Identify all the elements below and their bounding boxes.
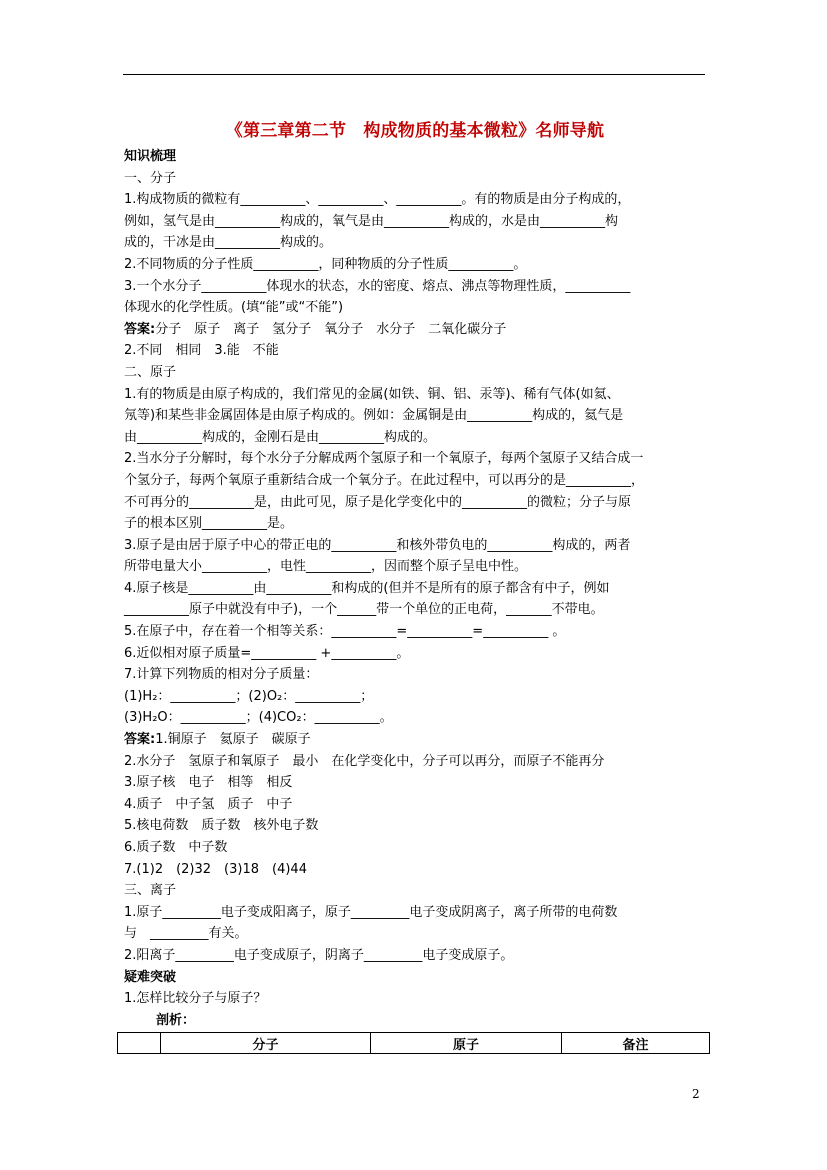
answer-label: 答案: [124, 732, 156, 748]
page-title: 《第三章第二节 构成物质的基本微粒》名师导航 [225, 121, 605, 141]
line-text: 子的根本区别__________是。 [124, 516, 294, 532]
text-line [124, 276, 706, 298]
line-text: 1.铜原子 氦原子 碳原子 [155, 732, 311, 748]
line-text: 5.核电荷数 质子数 核外电子数 [124, 818, 319, 834]
line-text: __________原子中就没有中子)，一个______带一个单位的正电荷，_______不带电。 [124, 602, 604, 618]
text-line [124, 232, 706, 254]
page-number: 2 [692, 1087, 700, 1101]
line-text: 一、分子 [124, 170, 177, 186]
line-text: 与 _________有关。 [124, 926, 248, 942]
line-text: 1.原子_________电子变成阳离子，原子_________电子变成阴离子，离子所带的电荷数 [124, 904, 618, 920]
text-line [124, 146, 706, 168]
line-text: 不可再分的__________是，由此可见，原子是化学变化中的__________的微粒；分子与原 [124, 494, 632, 510]
table-header-blank [118, 1033, 161, 1054]
line-text: 氖等)和某些非金属固体是由原子构成的。例如：金属铜是由__________构成的，氦气是 [124, 408, 624, 424]
line-text: 1.构成物质的微粒有__________、__________、__________。有的物质是由分子构成的， [124, 192, 631, 208]
text-line [124, 772, 706, 794]
text-line [124, 902, 706, 924]
text-line [124, 837, 706, 859]
text-line [124, 427, 706, 449]
text-line [124, 707, 706, 729]
line-text: 7.计算下列物质的相对分子质量： [124, 667, 319, 683]
answer-label: 答案: [124, 321, 156, 337]
line-text: 体现水的化学性质。(填“能”或“不能”) [124, 300, 344, 316]
line-text: 例如，氢气是由__________构成的，氧气是由__________构成的，水是由__________构 [124, 213, 619, 229]
text-line [124, 643, 706, 665]
table-header-molecule: 分子 [161, 1033, 371, 1054]
line-text: 个氢分子，每两个氧原子重新结合成一个氧分子。在此过程中，可以再分的是__________， [124, 472, 645, 488]
text-line [124, 1010, 706, 1032]
line-text: 3.原子是由居于原子中心的带正电的__________和核外带负电的__________构成的，两者 [124, 537, 631, 553]
line-text: 2.阳离子_________电子变成原子，阴离子_________电子变成原子。 [124, 947, 514, 963]
line-text: 4.质子 中子氢 质子 中子 [124, 796, 293, 812]
line-text: 分子 原子 离子 氢分子 氧分子 水分子 二氧化碳分子 [155, 321, 507, 337]
text-line [124, 513, 706, 535]
line-text: 疑难突破 [124, 969, 177, 985]
text-line [124, 319, 706, 341]
line-text: 2.不同物质的分子性质__________，同种物质的分子性质__________。 [124, 256, 527, 272]
line-text: 成的，干冰是由__________构成的。 [124, 235, 333, 251]
text-line [124, 211, 706, 233]
line-text: 二、原子 [124, 364, 177, 380]
text-line [124, 556, 706, 578]
text-line [124, 945, 706, 967]
text-line [124, 794, 706, 816]
line-text: 3.原子核 电子 相等 相反 [124, 775, 293, 791]
text-line [124, 254, 706, 276]
line-text: 3.一个水分子__________体现水的状态，水的密度、熔点、沸点等物理性质，__________ [124, 278, 631, 294]
table-header-note: 备注 [562, 1033, 710, 1054]
text-line [124, 470, 706, 492]
line-text: 1.有的物质是由原子构成的，我们常见的金属(如铁、铜、铝、汞等)、稀有气体(如氦、 [124, 386, 620, 402]
line-text: 4.原子核是__________由__________和构成的(但并不是所有的原子都含有中子，例如 [124, 580, 610, 596]
text-line [124, 578, 706, 600]
text-line [124, 686, 706, 708]
line-text: 剖析： [156, 1012, 196, 1028]
text-line [124, 859, 706, 881]
line-text: 2.不同 相同 3.能 不能 [124, 343, 279, 359]
text-line [124, 880, 706, 902]
text-line [124, 815, 706, 837]
text-line [124, 535, 706, 557]
line-text: 5.在原子中，存在着一个相等关系：__________=__________=__________ 。 [124, 624, 566, 640]
line-text: 由__________构成的，金刚石是由__________构成的。 [124, 429, 437, 445]
comparison-table [117, 1032, 710, 1054]
text-line [124, 297, 706, 319]
line-text: (1)H₂：__________；(2)O₂：__________； [124, 688, 374, 704]
text-line [124, 751, 706, 773]
text-line [124, 988, 706, 1010]
text-line [124, 967, 706, 989]
line-text: 7.(1)2 (2)32 (3)18 (4)44 [124, 861, 307, 877]
text-line [124, 448, 706, 470]
text-line [124, 492, 706, 514]
line-text: 6.质子数 中子数 [124, 840, 228, 855]
text-line [124, 340, 706, 362]
header-rule [123, 74, 705, 75]
text-line [124, 189, 706, 211]
text-line [124, 923, 706, 945]
line-text: 2.水分子 氢原子和氧原子 最小 在化学变化中，分子可以再分，而原子不能再分 [124, 753, 605, 769]
text-line [124, 384, 706, 406]
table-header-row [118, 1033, 710, 1054]
text-line [124, 599, 706, 621]
text-line [124, 729, 706, 751]
text-line [124, 664, 706, 686]
text-line [124, 168, 706, 190]
line-text: 1.怎样比较分子与原子？ [124, 991, 267, 1007]
line-text: 知识梳理 [124, 149, 177, 164]
line-text: (3)H₂O：__________；(4)CO₂：__________。 [124, 710, 393, 726]
line-text: 所带电量大小__________，电性__________，因而整个原子呈电中性。 [124, 559, 528, 575]
text-line [124, 405, 706, 427]
content-body [124, 146, 706, 1031]
line-text: 2.当水分子分解时，每个水分子分解成两个氢原子和一个氧原子，每两个氢原子又结合成一 [124, 451, 644, 467]
line-text: 三、离子 [124, 883, 177, 899]
text-line [124, 362, 706, 384]
table-header-atom: 原子 [371, 1033, 562, 1054]
text-line [124, 621, 706, 643]
line-text: 6.近似相对原子质量=__________ +__________。 [124, 645, 410, 661]
